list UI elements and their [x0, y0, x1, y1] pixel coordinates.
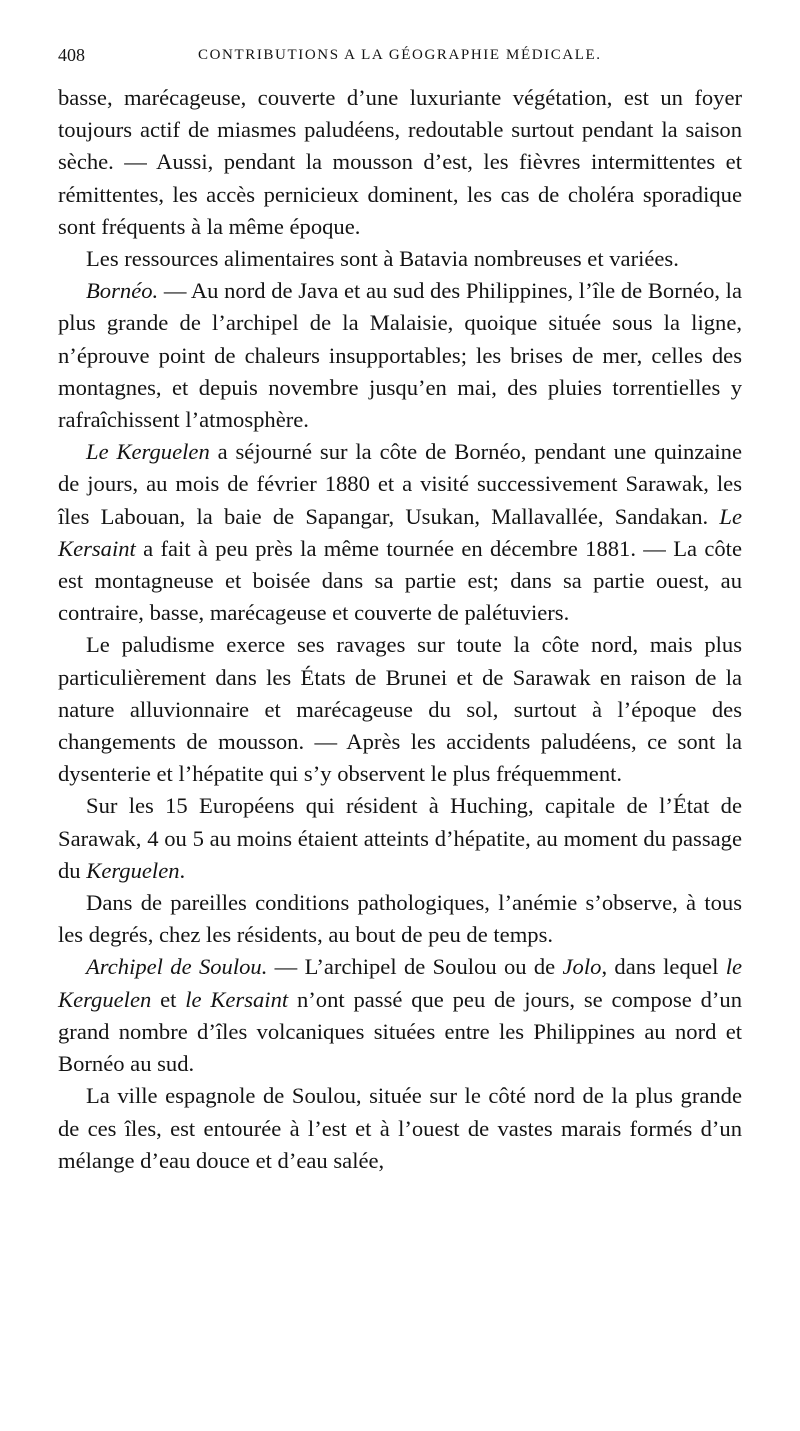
- place-name: Jolo: [562, 954, 602, 980]
- paragraph-europeans: [58, 790, 742, 887]
- paragraph-text: La ville espagnole de Soulou, située sur le côté nord de la plus grande de ces îles, est entourée à l’est et à l’ouest de vastes marais formés d’un mélange d’eau douce et d’eau salée,: [58, 1083, 742, 1173]
- paragraph-anemia: [58, 887, 742, 951]
- paragraph-food-resources: [58, 243, 742, 275]
- paragraph-text: , dans lequel: [601, 954, 726, 980]
- paragraph-kerguelen-visit: [58, 436, 742, 629]
- paragraph-text: et: [151, 986, 186, 1012]
- running-head: [58, 40, 742, 70]
- paragraph-text: — Au nord de Java et au sud des Philippines, l’île de Bornéo, la plus grande de l’archipel de la Malaisie, quoique située sous la ligne, n’éprouve point de chaleurs insupportables; les brises de mer, celles des montagnes, et depuis novembre jusqu’en mai, des pluies torrentielles y rafraîchissent l’atmosphère.: [58, 278, 742, 433]
- paragraph-paludisme: [58, 629, 742, 790]
- section-title-borneo: Bornéo.: [86, 278, 159, 304]
- paragraph-text: .: [179, 857, 186, 883]
- paragraph-text: a fait à peu près la même tournée en décembre 1881. — La côte est montagneuse et boisée dans sa partie est; dans sa partie ouest, au contraire, basse, marécageuse et couverte de palétuviers.: [58, 535, 742, 626]
- ship-name: Le Kersaint: [58, 503, 742, 561]
- paragraph-soulou: [58, 951, 742, 1080]
- ship-name: le Kersaint: [185, 986, 289, 1012]
- paragraph-text: — L’archipel de Soulou ou de: [267, 954, 563, 980]
- paragraph-text: Le paludisme exerce ses ravages sur toute la côte nord, mais plus particulièrement dans les États de Brunei et de Sarawak en raison de la nature alluvionnaire et marécageuse du sol, surtout à l’époque des changements de mousson. — Après les accidents paludéens, ce sont la dysenterie et l’hépatite qui s’y observent le plus fréquemment.: [58, 632, 742, 787]
- ship-name: Kerguelen: [86, 857, 180, 883]
- page: [58, 40, 742, 1177]
- paragraph-continuation: [58, 82, 742, 243]
- page-number: 408: [58, 45, 85, 65]
- paragraph-borneo: [58, 275, 742, 436]
- paragraph-text: basse, marécageuse, couverte d’une luxuriante végétation, est un foyer toujours actif de miasmes paludéens, redoutable surtout pendant la saison sèche. — Aussi, pendant la mousson d’est, les fièvres intermittentes et rémittentes, les accès pernicieux dominent, les cas de choléra sporadique sont fréquents à la même époque.: [58, 85, 742, 239]
- paragraph-text: Les ressources alimentaires sont à Batavia nombreuses et variées.: [86, 246, 679, 272]
- paragraph-soulou-town: [58, 1080, 742, 1177]
- paragraph-text: Dans de pareilles conditions pathologiques, l’anémie s’observe, à tous les degrés, chez les résidents, au bout de peu de temps.: [58, 890, 742, 948]
- body-text: [58, 82, 742, 1177]
- running-title: CONTRIBUTIONS A LA GÉOGRAPHIE MÉDICALE.: [198, 47, 602, 63]
- ship-name: Le Kerguelen: [86, 439, 210, 465]
- paragraph-text: n’ont passé que peu de jours, se compose d’un grand nombre d’îles volcaniques situées entre les Philippines au nord et Bornéo au sud.: [58, 986, 742, 1077]
- paragraph-text: Sur les 15 Européens qui résident à Huching, capitale de l’État de Sarawak, 4 ou 5 au moins étaient atteints d’hépatite, au moment du passage du: [58, 793, 742, 883]
- paragraph-text: a séjourné sur la côte de Bornéo, pendant une quinzaine de jours, au mois de février 1880 et a visité successivement Sarawak, les îles Labouan, la baie de Sapangar, Usukan, Mallavallée, Sandakan.: [58, 439, 742, 529]
- section-title-soulou: Archipel de Soulou.: [86, 954, 268, 980]
- ship-name: le Kerguelen: [58, 954, 742, 1012]
